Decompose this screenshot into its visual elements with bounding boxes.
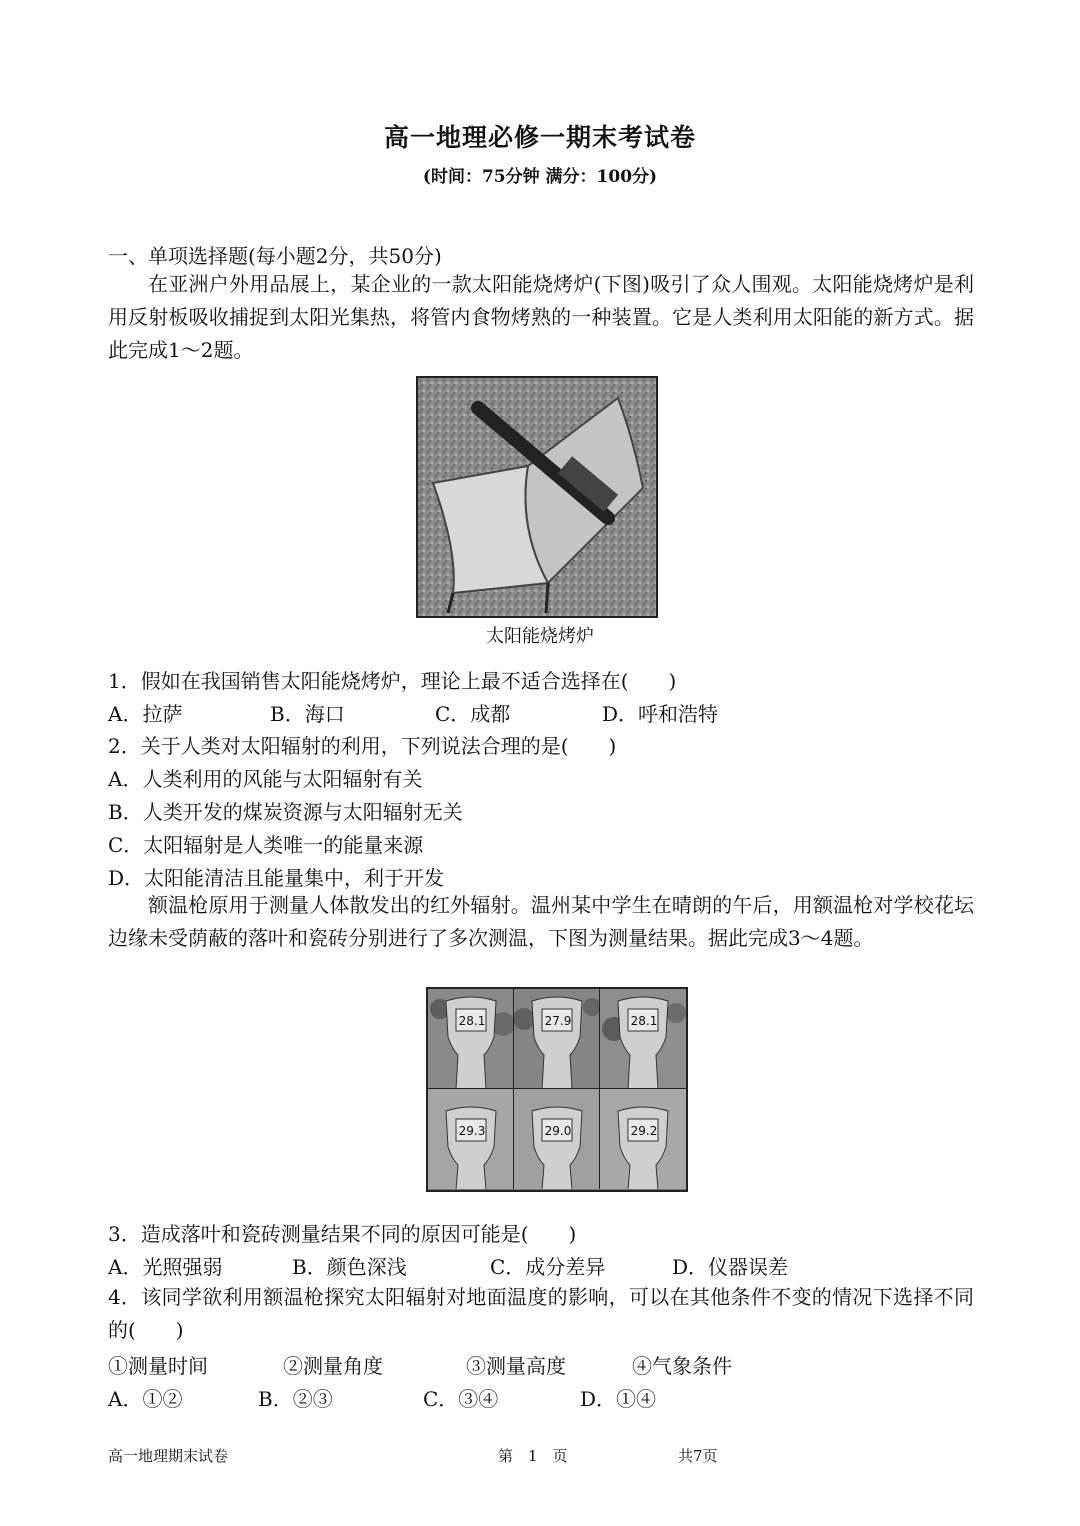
q3-option-a: A．光照强弱 — [108, 1255, 223, 1279]
section-heading: 一、单项选择题(每小题2分，共50分) — [108, 244, 442, 268]
q2-option-c: C．太阳辐射是人类唯一的能量来源 — [108, 833, 424, 857]
footer-page-number: 第 1 页 — [498, 1447, 568, 1465]
temperature-reading: 29.0 — [544, 1124, 572, 1138]
temperature-reading: 28.1 — [458, 1014, 486, 1028]
q4-option-d: D．①④ — [580, 1387, 657, 1411]
exam-title: 高一地理必修一期末考试卷 — [383, 123, 696, 152]
question-2-stem: 2．关于人类对太阳辐射的利用，下列说法合理的是( ) — [108, 734, 617, 758]
q2-option-b: B．人类开发的煤炭资源与太阳辐射无关 — [108, 800, 463, 824]
reading-cell-tile-3 — [600, 1089, 686, 1189]
question-1-stem: 1．假如在我国销售太阳能烧烤炉，理论上最不适合选择在( ) — [108, 669, 677, 693]
passage-thermometer: 额温枪原用于测量人体散发出的红外辐射。温州某中学生在晴朗的午后，用额温枪对学校花坛边缘未受荫蔽的落叶和瓷砖分别进行了多次测温，下图为测量结果。据此完成3～4题。 — [108, 893, 974, 950]
q2-option-d: D．太阳能清洁且能量集中，利于开发 — [108, 866, 445, 890]
q3-option-b: B．颜色深浅 — [292, 1255, 407, 1279]
footer-page-total: 共7页 — [678, 1447, 718, 1465]
reading-cell-leaf-1 — [428, 989, 514, 1089]
q1-option-c: C．成都 — [435, 702, 511, 726]
figure-caption: 太阳能烧烤炉 — [486, 626, 594, 647]
exam-subtitle: (时间：75分钟 满分：100分) — [422, 167, 658, 187]
q1-option-d: D．呼和浩特 — [602, 702, 719, 726]
q4-option-b: B．②③ — [258, 1387, 333, 1411]
q4-option-a: A．①② — [108, 1387, 183, 1411]
question-3-stem: 3．造成落叶和瓷砖测量结果不同的原因可能是( ) — [108, 1222, 577, 1246]
q1-option-a: A．拉萨 — [108, 702, 183, 726]
q3-option-d: D．仪器误差 — [672, 1255, 789, 1279]
reading-cell-tile-1 — [428, 1089, 514, 1189]
solar-grill-illustration — [418, 378, 656, 616]
passage-solar-grill: 在亚洲户外用品展上，某企业的一款太阳能烧烤炉(下图)吸引了众人围观。太阳能烧烤炉是利用反射板吸收捕捉到太阳光集热，将管内食物烤熟的一种装置。它是人类利用太阳能的新方式。据此完成1～2题。 — [108, 272, 974, 362]
q4-item-2: ②测量角度 — [283, 1354, 383, 1378]
reading-cell-leaf-2 — [514, 989, 600, 1089]
q4-item-4: ④气象条件 — [632, 1354, 732, 1378]
q4-option-c: C．③④ — [423, 1387, 499, 1411]
q4-item-3: ③测量高度 — [466, 1354, 566, 1378]
q3-option-c: C．成分差异 — [490, 1255, 606, 1279]
q2-option-a: A．人类利用的风能与太阳辐射有关 — [108, 767, 423, 791]
question-4-stem: 4．该同学欲利用额温枪探究太阳辐射对地面温度的影响，可以在其他条件不变的情况下选择不同的( ) — [108, 1285, 974, 1342]
reading-cell-leaf-3 — [600, 989, 686, 1089]
solar-grill-photo — [416, 376, 658, 618]
reading-cell-tile-2 — [514, 1089, 600, 1189]
q1-option-b: B．海口 — [270, 702, 345, 726]
temperature-reading: 29.3 — [458, 1124, 486, 1138]
temperature-reading: 27.9 — [544, 1014, 572, 1028]
q4-item-1: ①测量时间 — [108, 1354, 208, 1378]
temperature-reading: 29.2 — [630, 1124, 658, 1138]
thermometer-photo-grid — [426, 987, 688, 1192]
temperature-reading: 28.1 — [630, 1014, 658, 1028]
footer-exam-name: 高一地理期末试卷 — [108, 1447, 229, 1465]
